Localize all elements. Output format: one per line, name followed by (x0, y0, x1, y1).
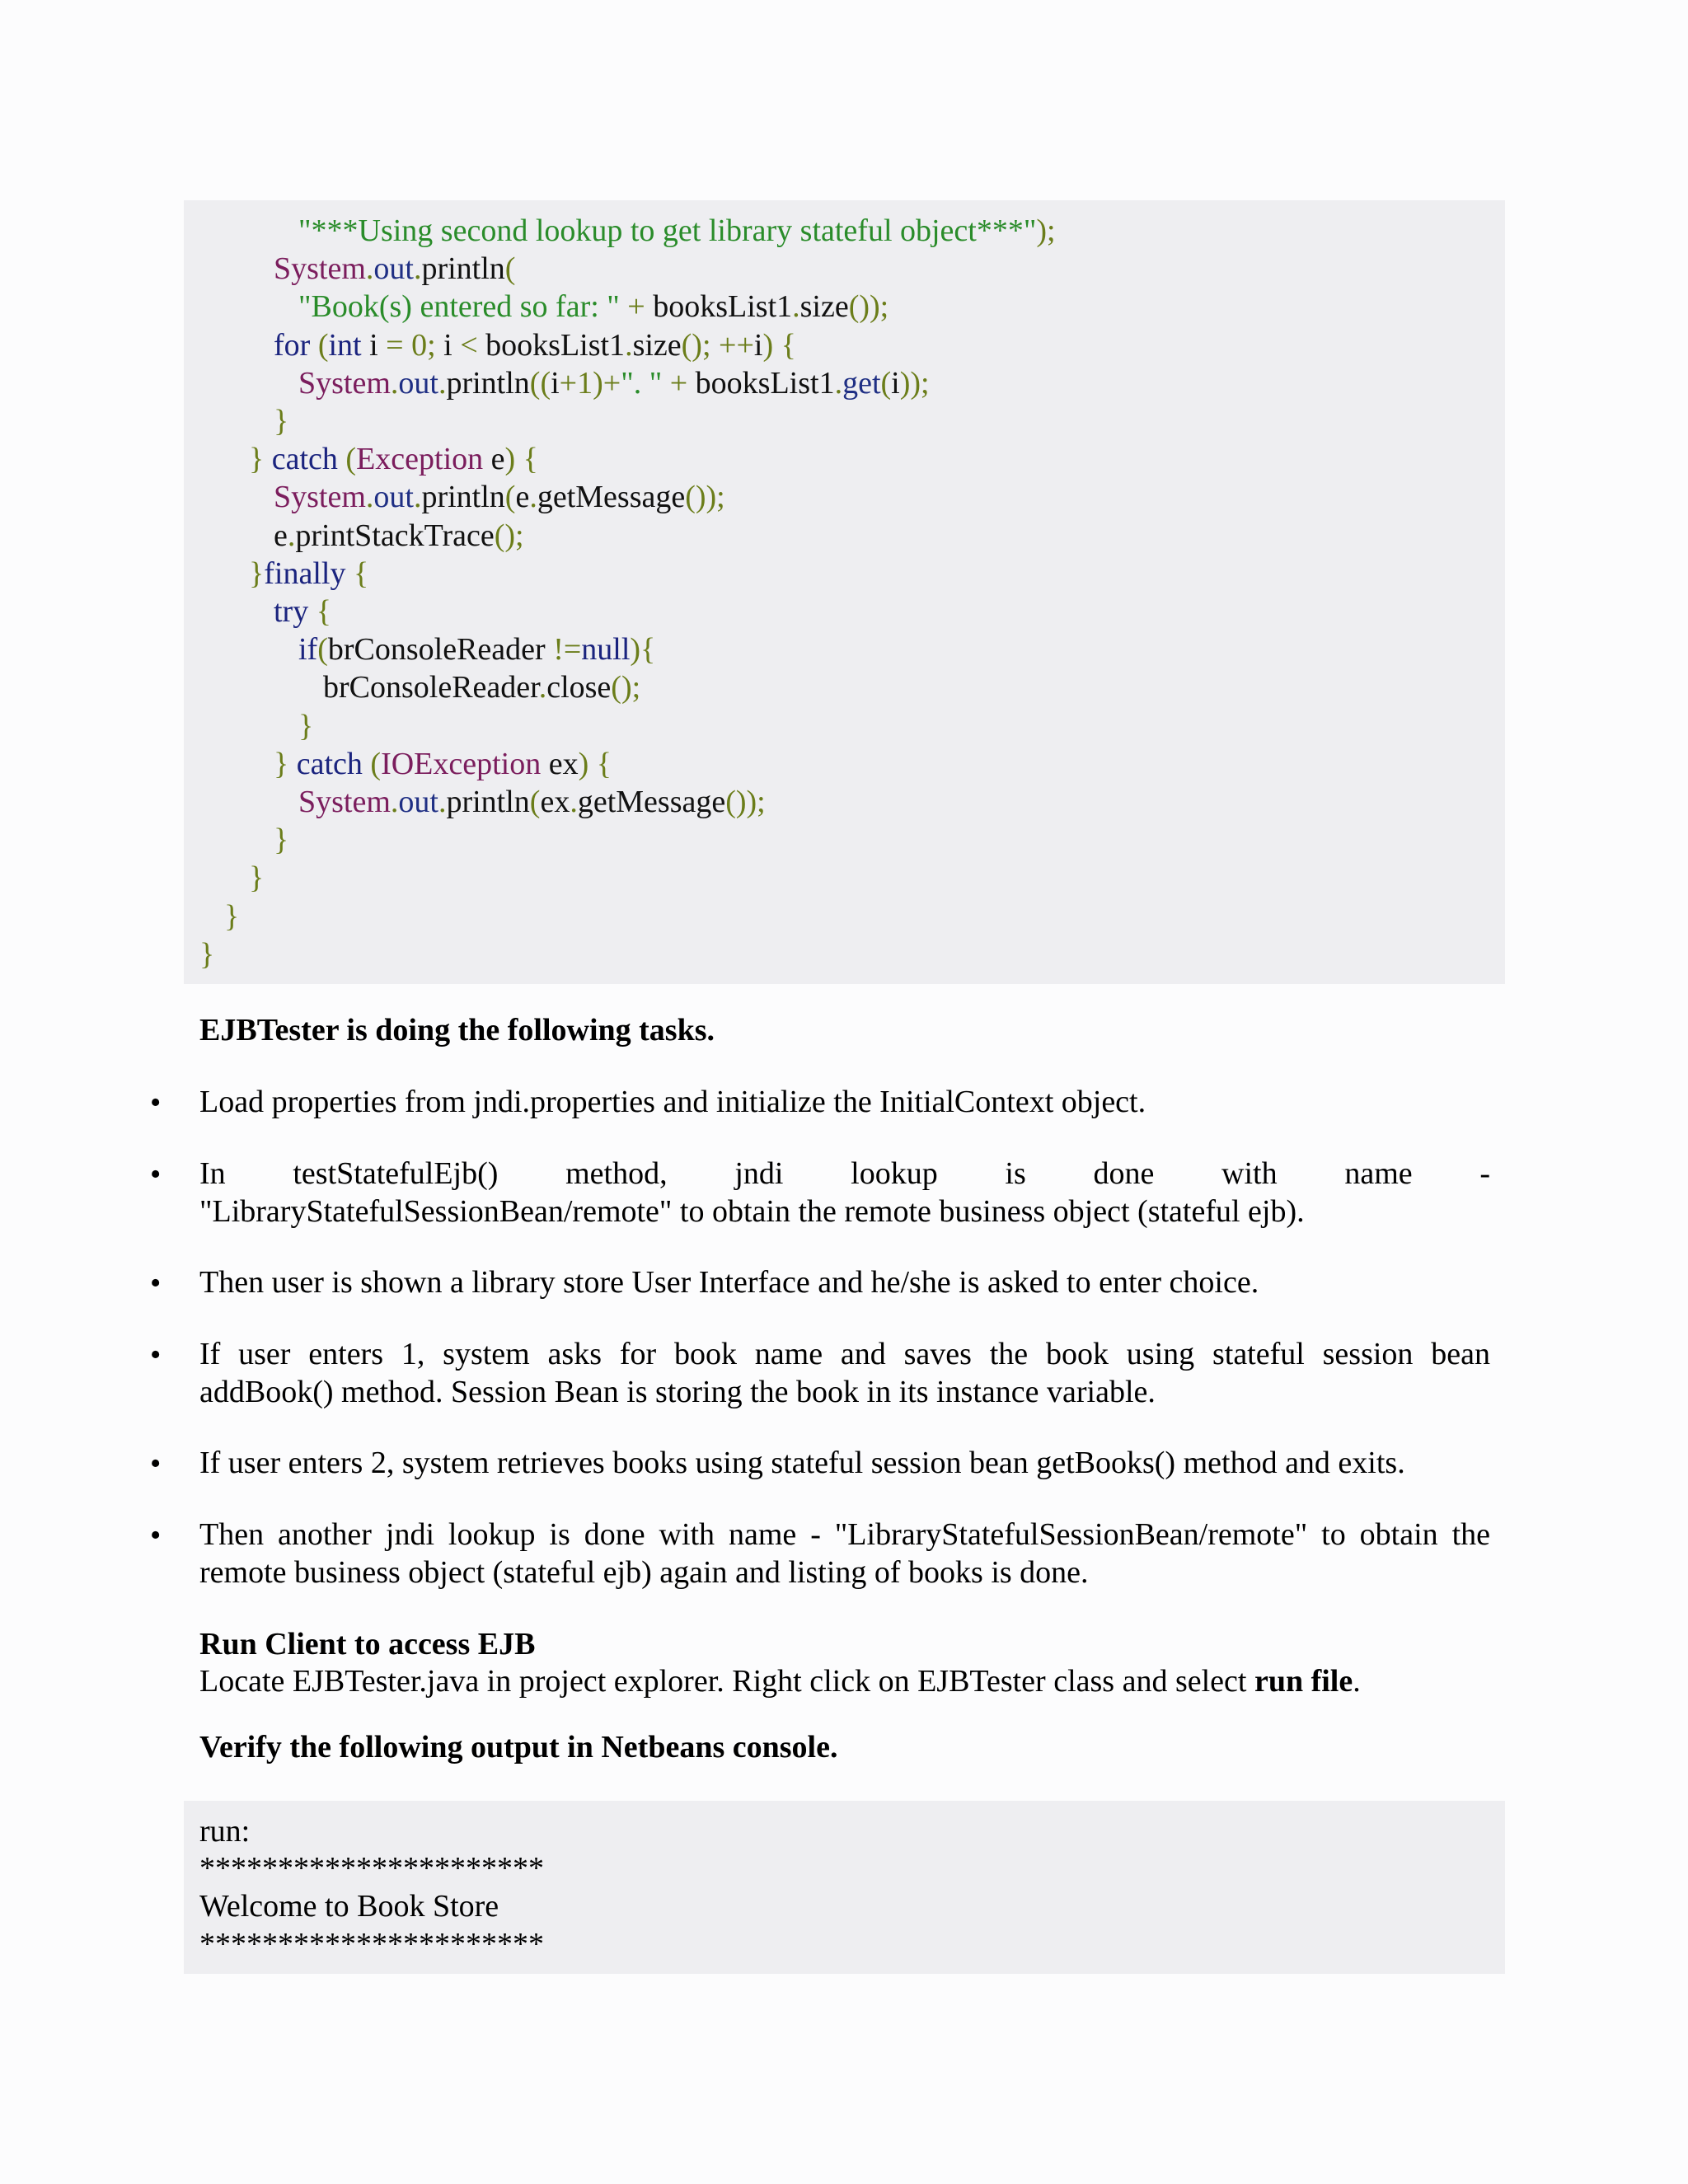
code-token: ". " (621, 365, 663, 401)
code-token: != (553, 632, 582, 668)
code-token: ) { (762, 327, 796, 363)
list-item: Then another jndi lookup is done with name - "LibraryStatefulSessionBean/remote" to obtain the (199, 1517, 1490, 1552)
code-token: . (287, 518, 296, 553)
code-token: } (199, 936, 215, 972)
code-token: get (842, 365, 881, 401)
code-line (274, 593, 331, 630)
code-block (184, 200, 1505, 984)
code-token: i (891, 365, 900, 401)
code-token: ){ (630, 632, 656, 668)
code-token: System (298, 785, 391, 819)
code-token: out (373, 251, 414, 287)
code-token: . (413, 480, 422, 515)
code-token: println (421, 480, 505, 515)
code-token: e (274, 518, 288, 553)
code-token: ( (317, 632, 328, 668)
list-item-continuation: remote business object (stateful ejb) again and listing of books is done. (199, 1555, 1089, 1590)
code-token: i (361, 327, 387, 363)
code-token: )); (899, 365, 930, 401)
code-token: e (483, 442, 505, 477)
code-token: size (799, 289, 849, 325)
code-token: ) { (504, 442, 538, 477)
bullet-dot: • (150, 1446, 162, 1481)
code-token: out (373, 480, 414, 515)
code-token: } (249, 442, 272, 477)
run-client-heading: Run Client to access EJB (199, 1627, 536, 1661)
console-line: ********************** (199, 1927, 544, 1961)
code-line (274, 821, 288, 859)
code-token: (( (529, 365, 551, 401)
code-token: ); (1036, 213, 1056, 248)
code-line (249, 440, 538, 478)
code-token: . (625, 327, 633, 363)
code-token: catch (296, 746, 363, 781)
code-token: booksList1 (485, 327, 626, 363)
list-item: If user enters 1, system asks for book name and saves the book using stateful session bean (199, 1337, 1490, 1371)
code-token: finally (264, 555, 346, 591)
code-token: printStackTrace (295, 518, 495, 553)
tasks-heading: EJBTester is doing the following tasks. (199, 1013, 715, 1047)
bullet-dot: • (150, 1338, 162, 1372)
code-token: System (298, 365, 391, 401)
code-token: { (345, 555, 369, 591)
code-token: close (546, 670, 612, 705)
code-line (298, 783, 766, 821)
code-token: . (390, 785, 399, 819)
console-line: Welcome to Book Store (199, 1889, 499, 1924)
code-token: System (274, 480, 366, 515)
code-token: ) { (578, 746, 612, 781)
code-token: } (274, 823, 289, 858)
code-line (274, 517, 524, 555)
code-token: ( (362, 746, 382, 781)
code-token: i (753, 327, 763, 363)
code-token: } (274, 404, 289, 438)
code-line (298, 288, 889, 326)
run-file-emphasis: run file (1254, 1664, 1353, 1699)
code-token: . (390, 365, 399, 401)
code-token: } (224, 898, 240, 934)
code-token: i (443, 327, 461, 363)
code-token: 1 (577, 365, 593, 401)
code-token: . (365, 251, 374, 287)
code-token: brConsoleReader (323, 670, 539, 705)
code-token: "***Using second lookup to get library stateful object***" (298, 213, 1037, 248)
code-token: for (274, 327, 311, 363)
code-token: ( (529, 785, 541, 819)
code-token: if (298, 632, 318, 668)
list-item-continuation: "LibraryStatefulSessionBean/remote" to obtain the remote business object (stateful ejb). (199, 1194, 1305, 1229)
code-token: ()); (848, 289, 889, 325)
code-token: + (559, 365, 578, 401)
code-line (323, 668, 640, 706)
code-token: (); (611, 670, 641, 705)
code-token: ( (337, 442, 357, 477)
code-token: i (551, 365, 560, 401)
code-token: ( (504, 251, 516, 287)
code-token: Exception (356, 442, 484, 477)
code-token: ; (427, 327, 444, 363)
run-client-instructions (199, 1662, 1490, 1700)
code-token: size (632, 327, 682, 363)
code-token: int (328, 327, 362, 363)
code-token: IOException (381, 746, 542, 781)
bullet-dot: • (150, 1085, 162, 1120)
list-item: Then user is shown a library store User Interface and he/she is asked to enter choice. (199, 1265, 1259, 1300)
run-text-prefix: Locate EJBTester.java in project explorer. Right click on EJBTester class and select (199, 1664, 1254, 1699)
code-token: ex (540, 785, 570, 819)
console-line: ********************** (199, 1851, 544, 1886)
code-token: ex (541, 746, 579, 781)
code-token: = (386, 327, 412, 363)
code-token: . (570, 785, 578, 819)
code-token: null (581, 632, 631, 668)
code-token: println (446, 785, 530, 819)
code-token: out (398, 785, 438, 819)
code-line (249, 859, 264, 897)
code-token: + (619, 289, 654, 325)
code-token: getMessage (537, 480, 686, 515)
code-token: ( (504, 480, 516, 515)
code-line (199, 935, 214, 973)
code-token: . (529, 480, 537, 515)
list-item: Load properties from jndi.properties and initialize the InitialContext object. (199, 1085, 1146, 1119)
code-line (249, 555, 368, 593)
code-token: )+ (593, 365, 621, 401)
code-token: . (413, 251, 422, 287)
code-token: . (365, 480, 374, 515)
code-token: . (438, 365, 447, 401)
code-token: println (446, 365, 530, 401)
bullet-dot: • (150, 1157, 162, 1192)
code-token: . (792, 289, 800, 325)
bullet-dot: • (150, 1518, 162, 1553)
code-token: + (662, 365, 696, 401)
code-token: out (398, 365, 438, 401)
list-item: If user enters 2, system retrieves books using stateful session bean getBooks() method and exits. (199, 1446, 1405, 1480)
code-token: . (834, 365, 843, 401)
code-token: . (538, 670, 547, 705)
code-line (224, 898, 239, 935)
code-token: println (421, 251, 505, 287)
code-token: ( (880, 365, 892, 401)
code-token: { (308, 594, 331, 629)
list-item: In testStatefulEjb() method, jndi lookup is done with name - (199, 1156, 1490, 1191)
code-line (298, 364, 930, 402)
code-token: (); ++ (681, 327, 754, 363)
code-token: catch (271, 442, 338, 477)
code-token: (); (494, 518, 524, 553)
code-line (274, 326, 796, 364)
bullet-dot: • (150, 1266, 162, 1301)
code-line (274, 745, 612, 783)
code-token: < (460, 327, 486, 363)
verify-output-heading: Verify the following output in Netbeans console. (199, 1730, 838, 1765)
code-token: } (274, 746, 297, 781)
code-token: } (298, 708, 314, 743)
code-token: } (249, 860, 265, 896)
code-line (298, 707, 313, 745)
code-token: . (438, 785, 447, 819)
code-token: getMessage (577, 785, 726, 819)
code-token: } (249, 555, 265, 591)
console-line: run: (199, 1814, 251, 1849)
code-token: "Book(s) entered so far: " (298, 289, 620, 325)
code-token: ( (310, 327, 329, 363)
code-token: ()); (725, 785, 766, 819)
code-line (274, 478, 725, 516)
code-token: ()); (685, 480, 725, 515)
list-item-continuation: addBook() method. Session Bean is storing the book in its instance variable. (199, 1375, 1156, 1409)
code-line (298, 630, 655, 668)
code-token: booksList1 (695, 365, 835, 401)
code-line (274, 250, 515, 288)
code-token: System (274, 251, 366, 287)
run-text-suffix: . (1353, 1664, 1361, 1699)
code-token: booksList1 (653, 289, 793, 325)
code-token: 0 (411, 327, 428, 363)
code-line (298, 212, 1056, 250)
code-token: brConsoleReader (327, 632, 554, 668)
code-token: try (274, 594, 309, 629)
code-line (274, 402, 288, 440)
code-token: e (515, 480, 530, 515)
